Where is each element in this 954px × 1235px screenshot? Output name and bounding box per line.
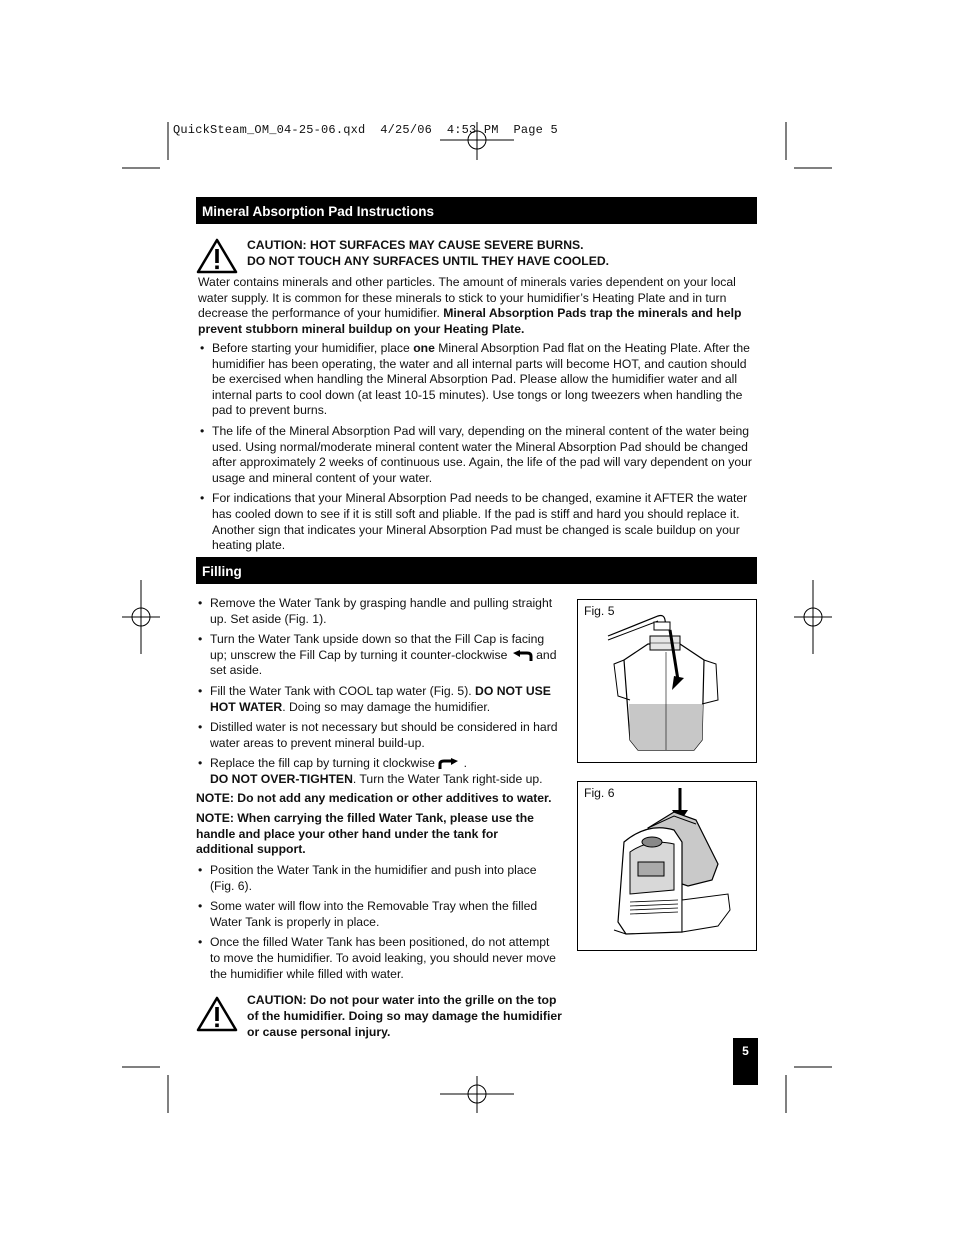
note-carrying-tank: NOTE: When carrying the filled Water Tank, please use the handle and place your other hand under the tank for additional support.	[196, 811, 534, 857]
list-item: • Distilled water is not necessary but should be considered in hard water areas to prevent mineral build-up.	[196, 720, 558, 751]
counter-clockwise-arrow-icon	[511, 650, 533, 662]
caution-grille-text: CAUTION: Do not pour water into the grille on the top of the humidifier. Doing so may damage the humidifier or cause personal injury.	[247, 993, 562, 1039]
intro-paragraph	[198, 275, 760, 337]
caution-line-1: CAUTION: HOT SURFACES MAY CAUSE SEVERE BURNS.	[247, 238, 584, 252]
list-item: • Some water will flow into the Removable Tray when the filled Water Tank is properly in place.	[196, 899, 558, 930]
section-header-mineral-pad: Mineral Absorption Pad Instructions	[196, 197, 757, 224]
figure-5	[577, 599, 757, 763]
figure-5-label: Fig. 5	[584, 604, 615, 618]
list-item: • Fill the Water Tank with COOL tap water (Fig. 5). DO NOT USE HOT WATER. Doing so may damage the humidifier.	[196, 684, 558, 715]
list-item: • Before starting your humidifier, place one Mineral Absorption Pad flat on the Heating Plate. After the humidifier has been operating, the water and all internal parts will become HOT, and caution should be exercised when handling the Mineral Absorption Pad. Please allow the humidifier water and all internal parts to cool down (at least 10-15 minutes). Use tongs or long tweezers when handling the pad to prevent burns.	[198, 341, 758, 419]
intro-text: Water contains minerals and other particles. The amount of minerals varies dependent on your local water supply. It is common for these minerals to stick to your humidifier’s Heating Plate and in turn decrease the performance of your humidifier.	[198, 275, 736, 320]
mineral-pad-list	[198, 341, 758, 559]
section-header-filling: Filling	[196, 557, 757, 584]
humidifier-illustration	[578, 782, 756, 950]
list-item: • For indications that your Mineral Absorption Pad needs to be changed, examine it AFTER the water has cooled down to see if it is still soft and pliable. If the pad is stiff and hard you should replace it. Another sign that indicates your Mineral Absorption Pad must be changed is scale buildup on your heating plate.	[198, 491, 758, 553]
warning-icon	[196, 996, 238, 1032]
warning-icon	[196, 238, 238, 274]
list-item: • Replace the fill cap by turning it clockwise . DO NOT OVER-TIGHTEN. Turn the Water Tank right-side up.	[196, 756, 558, 787]
list-item: • Turn the Water Tank upside down so that the Fill Cap is facing up; unscrew the Fill Cap by turning it counter-clockwise and set aside.	[196, 632, 558, 679]
list-item: • The life of the Mineral Absorption Pad will vary, depending on the mineral content of the water being used. Using normal/moderate mineral content water the Mineral Absorption Pad should be changed after approximately 2 weeks of continuous use. Again, the life of the pad will vary dependent on your usage and mineral content of your water.	[198, 424, 758, 486]
list-item: • Remove the Water Tank by grasping handle and pulling straight up. Set aside (Fig. 1).	[196, 596, 558, 627]
caution-line-2: DO NOT TOUCH ANY SURFACES UNTIL THEY HAVE COOLED.	[247, 253, 610, 268]
intro-bold-text: Mineral Absorption Pads trap the minerals and help prevent stubborn mineral buildup on your Heating Plate.	[198, 306, 742, 336]
print-slug: QuickSteam_OM_04-25-06.qxd 4/25/06 4:53 PM Page 5	[173, 123, 558, 137]
fill-tank-illustration	[578, 600, 756, 762]
filling-list-2	[196, 863, 558, 987]
filling-list-1	[196, 596, 558, 793]
list-item: • Once the filled Water Tank has been positioned, do not attempt to move the humidifier. To avoid leaking, you should never move the humidifier while filled with water.	[196, 935, 558, 982]
list-item: • Position the Water Tank in the humidifier and push into place (Fig. 6).	[196, 863, 558, 894]
figure-6	[577, 781, 757, 951]
clockwise-arrow-icon	[438, 758, 460, 770]
note-no-additives: NOTE: Do not add any medication or other additives to water.	[196, 791, 552, 805]
figure-6-label: Fig. 6	[584, 786, 615, 800]
page-number: 5	[733, 1038, 758, 1085]
